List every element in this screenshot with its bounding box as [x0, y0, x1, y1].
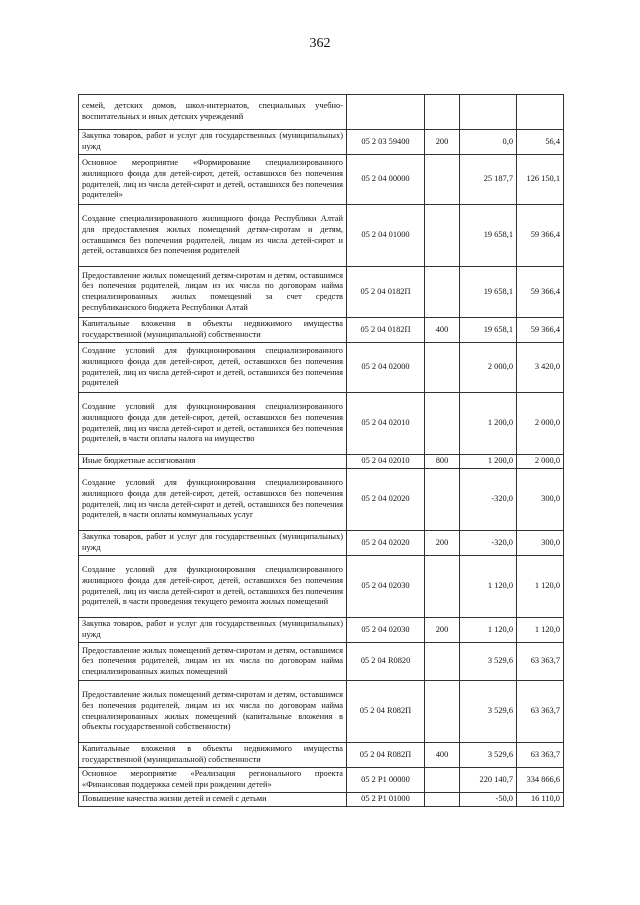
- row-code-cell: 05 2 03 59400: [347, 130, 425, 155]
- row-code-cell: 05 2 04 0182П: [347, 318, 425, 343]
- row-type-cell: 200: [425, 618, 460, 643]
- table-row: [79, 681, 564, 743]
- row-type-cell: 200: [425, 130, 460, 155]
- row-name-cell: Капитальные вложения в объекты недвижимого имущества государственной (муниципальной) собственности: [79, 318, 347, 343]
- budget-table: [78, 94, 564, 807]
- row-type-cell: 400: [425, 318, 460, 343]
- table-row: [79, 95, 564, 130]
- row-amount-1-cell: 19 658,1: [460, 267, 517, 318]
- row-code-cell: [347, 95, 425, 130]
- table-row: [79, 618, 564, 643]
- row-type-cell: 800: [425, 455, 460, 469]
- row-amount-1-cell: 3 529,6: [460, 743, 517, 768]
- row-amount-2-cell: 63 363,7: [517, 643, 564, 681]
- row-name-cell: Предоставление жилых помещений детям-сиротам и детям, оставшимся без попечения родителей, лицам из их числа по договорам найма специализированных жилых помещений: [79, 643, 347, 681]
- row-type-cell: [425, 469, 460, 531]
- row-code-cell: 05 2 04 02030: [347, 618, 425, 643]
- row-amount-1-cell: 3 529,6: [460, 681, 517, 743]
- table-row: [79, 205, 564, 267]
- row-amount-2-cell: 334 866,6: [517, 768, 564, 793]
- row-code-cell: 05 2 04 0182П: [347, 267, 425, 318]
- row-amount-2-cell: 56,4: [517, 130, 564, 155]
- budget-table-body: [79, 95, 564, 807]
- row-type-cell: [425, 643, 460, 681]
- row-type-cell: [425, 267, 460, 318]
- row-name-cell: Повышение качества жизни детей и семей с детьми: [79, 793, 347, 807]
- table-row: [79, 643, 564, 681]
- table-row: [79, 318, 564, 343]
- row-name-cell: Основное мероприятие «Формирование специализированного жилищного фонда для детей-сирот, детей, оставшихся без попечения родителей, лиц из числа детей-сирот и детей, оставшихся без попечения родителей»: [79, 155, 347, 205]
- row-amount-2-cell: 3 420,0: [517, 343, 564, 393]
- row-amount-1-cell: 1 200,0: [460, 455, 517, 469]
- row-name-cell: Капитальные вложения в объекты недвижимого имущества государственной (муниципальной) собственности: [79, 743, 347, 768]
- row-name-cell: Предоставление жилых помещений детям-сиротам и детям, оставшимся без попечения родителей, лицам из их числа по договорам найма специализированных жилых помещений (капитальные вложения в объекты государственной собственности): [79, 681, 347, 743]
- row-amount-1-cell: 1 120,0: [460, 556, 517, 618]
- row-name-cell: Закупка товаров, работ и услуг для государственных (муниципальных) нужд: [79, 531, 347, 556]
- table-row: [79, 155, 564, 205]
- row-code-cell: 05 2 04 02020: [347, 531, 425, 556]
- row-amount-2-cell: [517, 95, 564, 130]
- row-code-cell: 05 2 04 02010: [347, 455, 425, 469]
- row-name-cell: Создание условий для функционирования специализированного жилищного фонда для детей-сирот, детей, оставшихся без попечения родителей, лиц из числа детей-сирот и детей, оставшихся без попечения родителей, в части оплаты коммунальных услуг: [79, 469, 347, 531]
- row-type-cell: [425, 793, 460, 807]
- row-name-cell: Предоставление жилых помещений детям-сиротам и детям, оставшимся без попечения родителей, лицам из их числа по договорам найма специализированных жилых помещений за счет средств республиканского бюджета Республики Алтай: [79, 267, 347, 318]
- row-code-cell: 05 2 04 02000: [347, 343, 425, 393]
- table-row: [79, 343, 564, 393]
- row-amount-1-cell: [460, 95, 517, 130]
- row-name-cell: Создание условий для функционирования специализированного жилищного фонда для детей-сирот, детей, оставшихся без попечения родителей, лиц из числа детей-сирот и детей, оставшихся без попечения родителей, в части оплаты налога на имущество: [79, 393, 347, 455]
- row-code-cell: 05 2 P1 01000: [347, 793, 425, 807]
- row-amount-1-cell: -320,0: [460, 531, 517, 556]
- row-amount-2-cell: 300,0: [517, 469, 564, 531]
- row-code-cell: 05 2 04 00000: [347, 155, 425, 205]
- row-amount-2-cell: 16 110,0: [517, 793, 564, 807]
- row-type-cell: 200: [425, 531, 460, 556]
- row-type-cell: [425, 556, 460, 618]
- row-type-cell: [425, 205, 460, 267]
- row-name-cell: Создание специализированного жилищного фонда Республики Алтай для предоставления жилых помещений детям-сиротам и детям, оставшимся без попечения родителей, лицам из числа детей-сирот и детей, оставшихся без попечения родителей: [79, 205, 347, 267]
- row-code-cell: 05 2 04 R082П: [347, 681, 425, 743]
- row-amount-1-cell: -320,0: [460, 469, 517, 531]
- row-code-cell: 05 2 P1 00000: [347, 768, 425, 793]
- row-amount-2-cell: 2 000,0: [517, 393, 564, 455]
- row-amount-1-cell: 19 658,1: [460, 205, 517, 267]
- row-amount-2-cell: 1 120,0: [517, 556, 564, 618]
- row-type-cell: [425, 155, 460, 205]
- row-amount-1-cell: 2 000,0: [460, 343, 517, 393]
- row-code-cell: 05 2 04 02010: [347, 393, 425, 455]
- table-row: [79, 793, 564, 807]
- row-amount-2-cell: 59 366,4: [517, 267, 564, 318]
- row-code-cell: 05 2 04 R082П: [347, 743, 425, 768]
- row-name-cell: Основное мероприятие «Реализация регионального проекта «Финансовая поддержка семей при рождении детей»: [79, 768, 347, 793]
- table-row: [79, 393, 564, 455]
- row-amount-2-cell: 300,0: [517, 531, 564, 556]
- row-type-cell: 400: [425, 743, 460, 768]
- row-amount-2-cell: 1 120,0: [517, 618, 564, 643]
- row-name-cell: семей, детских домов, школ-интернатов, специальных учебно-воспитательных и иных детских учреждений: [79, 95, 347, 130]
- row-amount-2-cell: 2 000,0: [517, 455, 564, 469]
- row-amount-1-cell: 1 200,0: [460, 393, 517, 455]
- row-type-cell: [425, 343, 460, 393]
- row-code-cell: 05 2 04 01000: [347, 205, 425, 267]
- row-amount-2-cell: 63 363,7: [517, 743, 564, 768]
- table-row: [79, 267, 564, 318]
- row-amount-1-cell: 3 529,6: [460, 643, 517, 681]
- row-code-cell: 05 2 04 02020: [347, 469, 425, 531]
- row-name-cell: Закупка товаров, работ и услуг для государственных (муниципальных) нужд: [79, 618, 347, 643]
- row-name-cell: Иные бюджетные ассигнования: [79, 455, 347, 469]
- row-code-cell: 05 2 04 R0820: [347, 643, 425, 681]
- row-name-cell: Закупка товаров, работ и услуг для государственных (муниципальных) нужд: [79, 130, 347, 155]
- row-type-cell: [425, 681, 460, 743]
- row-amount-2-cell: 59 366,4: [517, 318, 564, 343]
- table-row: [79, 531, 564, 556]
- row-type-cell: [425, 393, 460, 455]
- row-amount-1-cell: 25 187,7: [460, 155, 517, 205]
- page-number: 362: [309, 36, 331, 51]
- table-row: [79, 469, 564, 531]
- row-name-cell: Создание условий для функционирования специализированного жилищного фонда для детей-сирот, детей, оставшихся без попечения родителей, лиц из числа детей-сирот и детей, оставшихся без попечения родителей, в части проведения текущего ремонта жилых помещений: [79, 556, 347, 618]
- row-code-cell: 05 2 04 02030: [347, 556, 425, 618]
- table-row: [79, 556, 564, 618]
- table-row: [79, 743, 564, 768]
- row-amount-1-cell: 1 120,0: [460, 618, 517, 643]
- row-amount-2-cell: 63 363,7: [517, 681, 564, 743]
- row-type-cell: [425, 768, 460, 793]
- row-type-cell: [425, 95, 460, 130]
- row-amount-2-cell: 126 150,1: [517, 155, 564, 205]
- row-amount-1-cell: 0,0: [460, 130, 517, 155]
- table-row: [79, 130, 564, 155]
- row-amount-2-cell: 59 366,4: [517, 205, 564, 267]
- row-amount-1-cell: -50,0: [460, 793, 517, 807]
- table-row: [79, 768, 564, 793]
- row-amount-1-cell: 19 658,1: [460, 318, 517, 343]
- row-name-cell: Создание условий для функционирования специализированного жилищного фонда для детей-сирот, детей, оставшихся без попечения родителей, лиц из числа детей-сирот и детей, оставшихся без попечения родителей: [79, 343, 347, 393]
- table-row: [79, 455, 564, 469]
- row-amount-1-cell: 220 140,7: [460, 768, 517, 793]
